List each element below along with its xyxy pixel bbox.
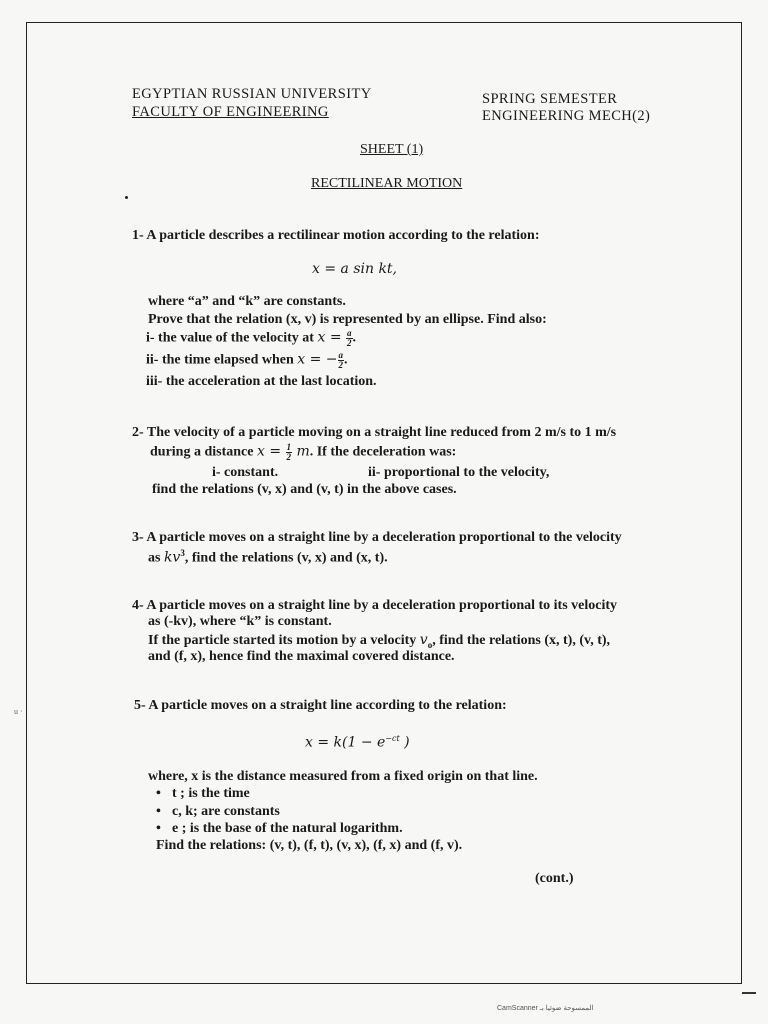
camscanner-stamp: CamScanner ﺍﻟﻤﻤﺴﻮﺣﺔ ﺿﻮﺋﻴﺎ ﺑـ	[497, 1005, 594, 1012]
q5-bullet-time: • t ; is the time	[156, 786, 250, 801]
q5-equation-exponent: −ct	[385, 734, 400, 743]
q1-prove: Prove that the relation (x, v) is represented by an ellipse. Find also:	[148, 312, 547, 327]
q1-part-i-text: i- the value of the velocity at	[146, 330, 318, 346]
q2-line1: 2- The velocity of a particle moving on a straight line reduced from 2 m/s to 1 m/s	[132, 425, 617, 440]
q4-velocity-subscript: o	[427, 639, 433, 650]
topic-title: RECTILINEAR MOTION	[311, 176, 463, 191]
q1-part-iii: iii- the acceleration at the last location.	[146, 374, 377, 389]
q4-relations-text: , find the relations (x, t), (v, t),	[432, 633, 611, 648]
q5-equation	[305, 734, 410, 751]
q3-find-text: , find the relations (v, x) and (x, t).	[184, 550, 388, 566]
q3-exponent: 3	[180, 548, 185, 558]
q1-part-ii-text: ii- the time elapsed when	[146, 352, 298, 368]
q3-expression: kv	[163, 549, 181, 566]
fraction-numerator: 1	[286, 442, 291, 452]
fraction-numerator: a	[338, 350, 344, 360]
fraction-denominator: 2	[338, 360, 344, 370]
q5-bullet-e-text: e ; is the base of the natural logarithm.	[172, 821, 403, 836]
q4-velocity-var: v	[419, 632, 428, 648]
q2-distance-unit: m	[292, 443, 310, 460]
q3-as-text: as	[148, 550, 164, 566]
q5-equation-close: )	[399, 734, 410, 751]
edge-mark	[742, 992, 756, 994]
q5-bullet-time-text: t ; is the time	[172, 786, 250, 801]
q1-equation: x = a sin kt,	[312, 261, 398, 277]
q5-equation-base: x = k(1 − e	[305, 734, 386, 751]
q2-case-constant: i- constant.	[212, 465, 279, 480]
sheet-title: SHEET (1)	[360, 142, 424, 157]
stray-dot	[125, 196, 128, 199]
q3-line1: 3- A particle moves on a straight line by a deceleration proportional to the velocity	[132, 530, 622, 545]
q5-bullet-constants: • c, k; are constants	[156, 804, 280, 819]
q4-line2: as (-kv), where “k” is constant.	[148, 614, 332, 629]
q2-deceleration-text: . If the deceleration was:	[309, 444, 457, 460]
q2-case-proportional: ii- proportional to the velocity,	[368, 465, 550, 480]
q1-part-ii-var: x = −	[297, 351, 338, 368]
q5-bullet-e: • e ; is the base of the natural logarithm.	[156, 821, 403, 836]
q4-line4: and (f, x), hence find the maximal covered distance.	[148, 649, 455, 664]
fraction-denominator: 2	[286, 452, 291, 462]
university-name: EGYPTIAN RUSSIAN UNIVERSITY	[132, 86, 372, 102]
course-name: ENGINEERING MECH(2)	[482, 108, 651, 124]
q4-velocity-text: If the particle started its motion by a velocity	[148, 633, 420, 648]
q5-line1: 5- A particle moves on a straight line according to the relation:	[134, 698, 507, 713]
q2-find: find the relations (v, x) and (v, t) in the above cases.	[152, 482, 457, 497]
q1-part-ii-end: .	[344, 352, 348, 368]
q3-line2	[148, 548, 388, 567]
q5-where: where, x is the distance measured from a fixed origin on that line.	[148, 769, 538, 784]
q1-part-i-var: x =	[317, 329, 346, 346]
fraction-numerator: a	[347, 328, 352, 338]
q5-find: Find the relations: (v, t), (f, t), (v, x), (f, x) and (f, v).	[156, 838, 463, 853]
q1-part-i	[146, 329, 356, 348]
q1-intro: 1- A particle describes a rectilinear motion according to the relation:	[132, 228, 540, 243]
q2-line2	[150, 443, 456, 462]
q1-part-ii	[146, 351, 348, 370]
faculty-name: FACULTY OF ENGINEERING	[132, 104, 329, 120]
q2-distance-text: during a distance	[150, 444, 257, 460]
q5-bullet-constants-text: c, k; are constants	[172, 804, 280, 819]
q2-distance-var: x =	[256, 443, 286, 460]
fraction-denominator: 2	[347, 338, 352, 348]
margin-mark: u ·	[14, 707, 23, 716]
semester-label: SPRING SEMESTER	[482, 91, 618, 107]
continued-label: (cont.)	[535, 871, 574, 886]
q1-part-i-end: .	[352, 330, 356, 346]
q4-line3	[148, 632, 610, 650]
q4-line1: 4- A particle moves on a straight line by a deceleration proportional to its velocity	[132, 598, 618, 613]
q1-constants: where “a” and “k” are constants.	[148, 294, 346, 309]
